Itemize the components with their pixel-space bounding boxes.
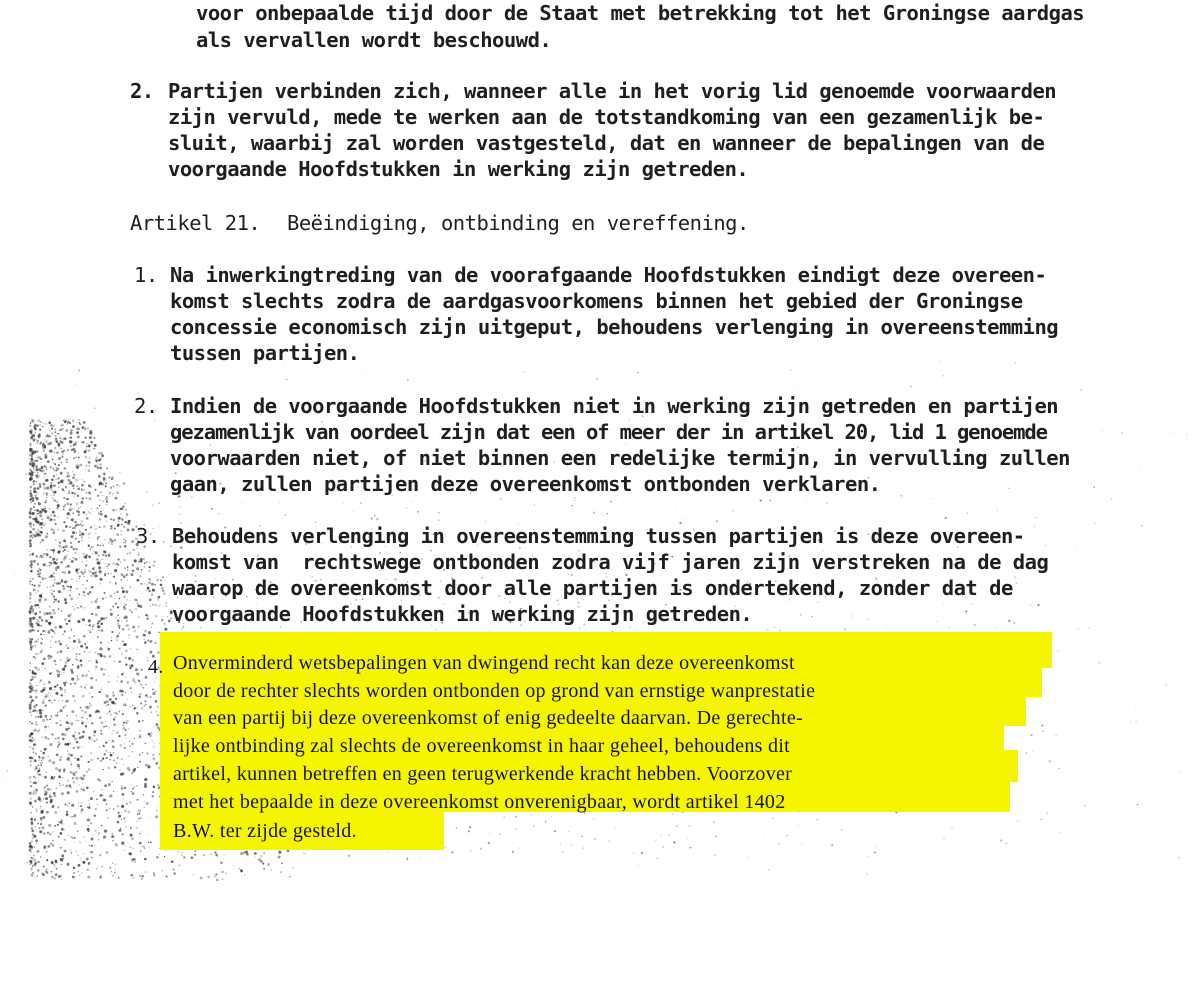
paragraph-line: zijn vervuld, mede te werken aan de totstandkoming van een gezamenlijk be-	[168, 105, 1045, 129]
paragraph-line: tussen partijen.	[170, 341, 360, 365]
paragraph-line: B.W. ter zijde gesteld.	[173, 820, 357, 842]
paragraph-line: Partijen verbinden zich, wanneer alle in het vorig lid genoemde voorwaarden	[168, 79, 1057, 103]
paragraph-line: waarop de overeenkomst door alle partijen is ondertekend, zonder dat de	[172, 576, 1013, 600]
paragraph-line: gezamenlijk van oordeel zijn dat een of meer der in artikel 20, lid 1 genoemde	[170, 420, 1047, 444]
paragraph-number: 4.	[148, 656, 164, 678]
paragraph-line: met het bepaalde in deze overeenkomst onverenigbaar, wordt artikel 1402	[173, 791, 786, 813]
paragraph-line: gaan, zullen partijen deze overeenkomst ontbonden verklaren.	[170, 472, 881, 496]
paragraph-number: 1.	[134, 263, 158, 287]
paragraph-line: door de rechter slechts worden ontbonden op grond van ernstige wanprestatie	[173, 680, 816, 702]
paragraph-line: voorgaande Hoofdstukken in werking zijn getreden.	[172, 602, 753, 626]
paragraph-line: Na inwerkingtreding van de voorafgaande Hoofdstukken eindigt deze overeen-	[170, 263, 1047, 287]
paragraph-line: lijke ontbinding zal slechts de overeenkomst in haar geheel, behoudens dit	[173, 735, 791, 757]
article-title: Beëindiging, ontbinding en vereffening.	[287, 211, 749, 235]
paragraph-line: komst van rechtswege ontbonden zodra vijf jaren zijn verstreken na de dag	[172, 550, 1049, 574]
paragraph-line: van een partij bij deze overeenkomst of enig gedeelte daarvan. De gerechte-	[173, 707, 803, 729]
paragraph-number: 3.	[136, 524, 160, 548]
continuation-line-2: als vervallen wordt beschouwd.	[196, 28, 552, 52]
paragraph-line: Indien de voorgaande Hoofdstukken niet in werking zijn getreden en partijen	[170, 394, 1059, 418]
article-label: Artikel 21.	[130, 211, 261, 235]
paragraph-line: voorwaarden niet, of niet binnen een redelijke termijn, in vervulling zullen	[170, 446, 1070, 470]
paragraph-line: artikel, kunnen betreffen en geen terugwerkende kracht hebben. Voorzover	[173, 763, 793, 785]
paragraph-number: 2.	[130, 79, 154, 103]
paragraph-number: 2.	[134, 394, 158, 418]
paragraph-line: sluit, waarbij zal worden vastgesteld, dat en wanneer de bepalingen van de	[168, 131, 1045, 155]
paragraph-line: komst slechts zodra de aardgasvoorkomens binnen het gebied der Groningse	[170, 289, 1023, 313]
paragraph-line: concessie economisch zijn uitgeput, behoudens verlenging in overeenstemming	[170, 315, 1059, 339]
paragraph-line: Behoudens verlenging in overeenstemming tussen partijen is deze overeen-	[172, 524, 1025, 548]
paragraph-line: voorgaande Hoofdstukken in werking zijn getreden.	[168, 157, 749, 181]
continuation-line-1: voor onbepaalde tijd door de Staat met betrekking tot het Groningse aardgas	[196, 1, 1085, 25]
paragraph-line: Onverminderd wetsbepalingen van dwingend recht kan deze overeenkomst	[173, 652, 795, 674]
